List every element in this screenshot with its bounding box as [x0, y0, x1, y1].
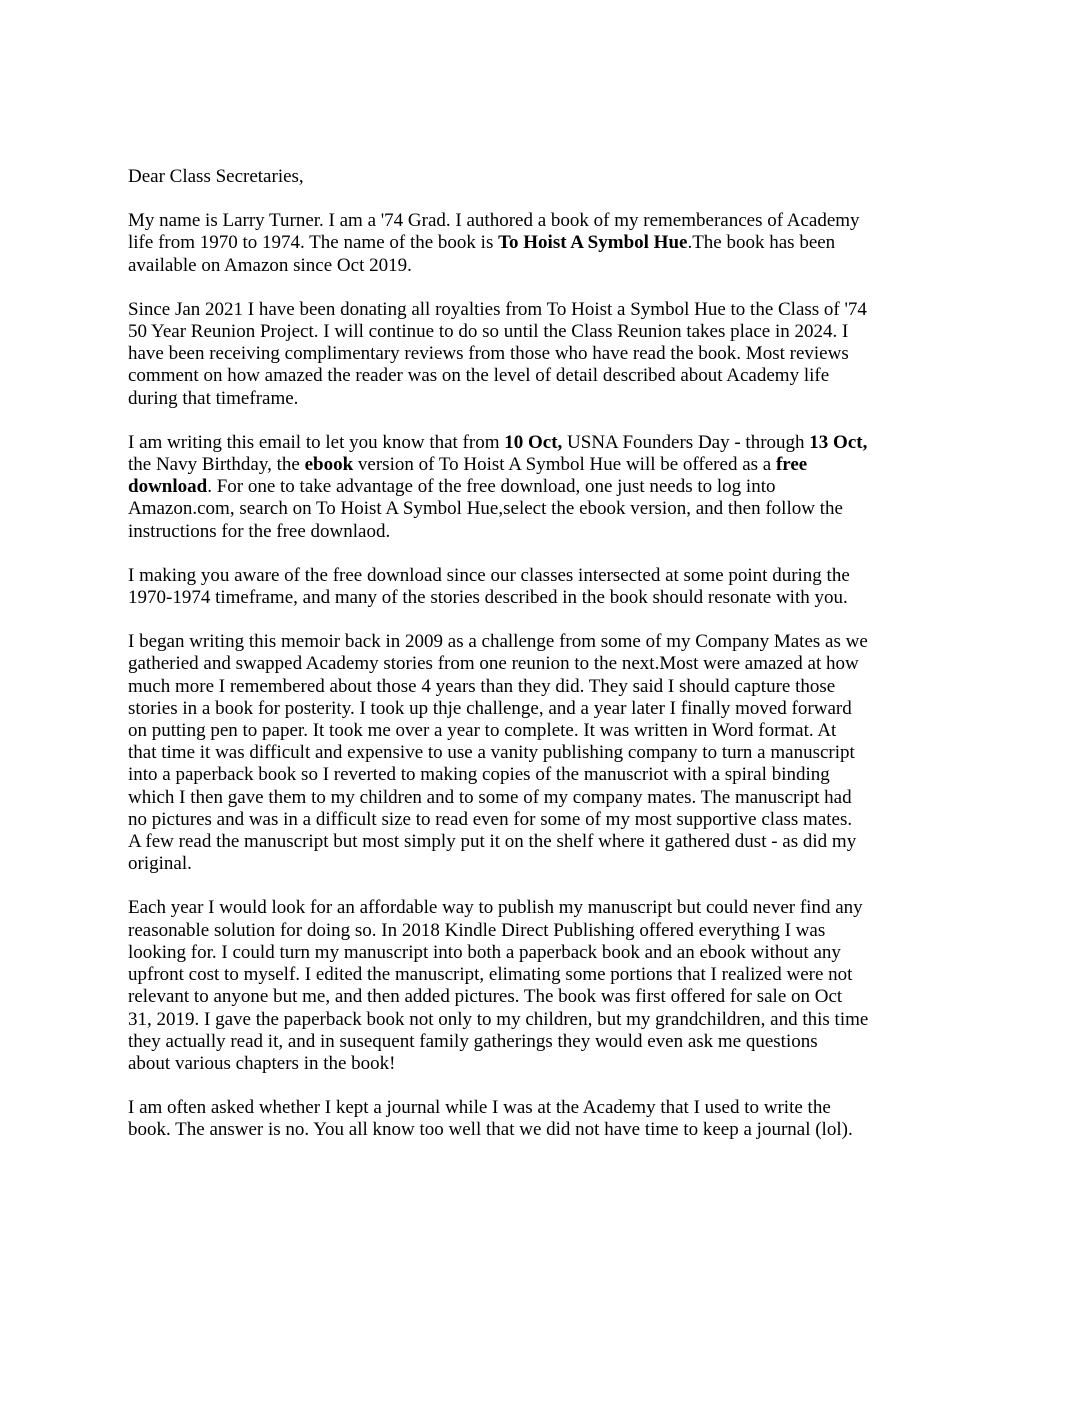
download-text-5: . For one to take advantage of the free download, one just needs to log into Amazon.com, search on To Hoist A Symbol Hue,select the ebook version, and then follow the instructions for the free downlaod. — [128, 476, 843, 542]
letter-page — [128, 166, 968, 1164]
start-date: 10 Oct, — [504, 431, 563, 453]
paragraph-journal: I am often asked whether I kept a journal while I was at the Academy that I used to write the book. The answer is no. You all know too well that we did not have time to keep a journal (lol). — [128, 1097, 853, 1141]
paragraph-royalties: Since Jan 2021 I have been donating all royalties from To Hoist a Symbol Hue to the Class of '74 50 Year Reunion Project. I will continue to do so until the Class Reunion takes place in 2024. I have been receiving complimentary reviews from those who have read the book. Most reviews comment on how amazed the reader was on the level of detail described about Academy life during that timeframe. — [128, 298, 867, 409]
download-text-1: I am writing this email to let you know that from — [128, 431, 505, 453]
download-text-3: the Navy Birthday, the — [128, 454, 300, 476]
ebook-emphasis: ebook — [304, 454, 354, 476]
download-text-2: USNA Founders Day - through — [562, 431, 810, 453]
paragraph-free-download — [128, 432, 968, 543]
paragraph-introduction — [128, 210, 968, 277]
free-download-emphasis: free download — [128, 454, 808, 498]
download-text-4: version of To Hoist A Symbol Hue will be offered as a — [353, 454, 776, 476]
paragraph-publishing: Each year I would look for an affordable way to publish my manuscript but could never find any reasonable solution for doing so. In 2018 Kindle Direct Publishing offered everything I was looking for. I could turn my manuscript into both a paperback book and an ebook without any upfront cost to myself. I edited the manuscript, elimating some portions that I realized were not relevant to anyone but me, and then added pictures. The book was first offered for sale on Oct 31, 2019. I gave the paperback book not only to my children, but my grandchildren, and this time they actually read it, and in susequent family gatherings they would even ask me questions about various chapters in the book! — [128, 897, 869, 1074]
paragraph-memoir-history: I began writing this memoir back in 2009 as a challenge from some of my Company Mates as we gatheried and swapped Academy stories from one reunion to the next.Most were amazed at how much more I remembered about those 4 years than they did. They said I should capture those stories in a book for posterity. I took up thje challenge, and a year later I finally moved forward on putting pen to paper. It took me over a year to complete. It was written in Word format. At that time it was difficult and expensive to use a vanity publishing company to turn a manuscript into a paperback book so I reverted to making copies of the manuscriot with a spiral binding which I then gave them to my children and to some of my company mates. The manuscript had no pictures and was in a difficult size to read even for some of my most supportive class mates. A few read the manuscript but most simply put it on the shelf where it gathered dust - as did my original. — [128, 631, 868, 875]
salutation: Dear Class Secretaries, — [128, 166, 304, 187]
end-date: 13 Oct, — [809, 431, 868, 453]
intro-text-start: My name is Larry Turner. I am a '74 Grad. I authored a book of my rememberances of Academy life from 1970 to 1974. The name of the book is — [128, 210, 860, 254]
book-title: To Hoist A Symbol Hue — [498, 232, 688, 254]
paragraph-classes-intersected: I making you aware of the free download since our classes intersected at some point during the 1970-1974 timeframe, and many of the stories described in the book should resonate with you. — [128, 564, 850, 609]
intro-text-end: .The book has been available on Amazon since Oct 2019. — [128, 232, 836, 276]
